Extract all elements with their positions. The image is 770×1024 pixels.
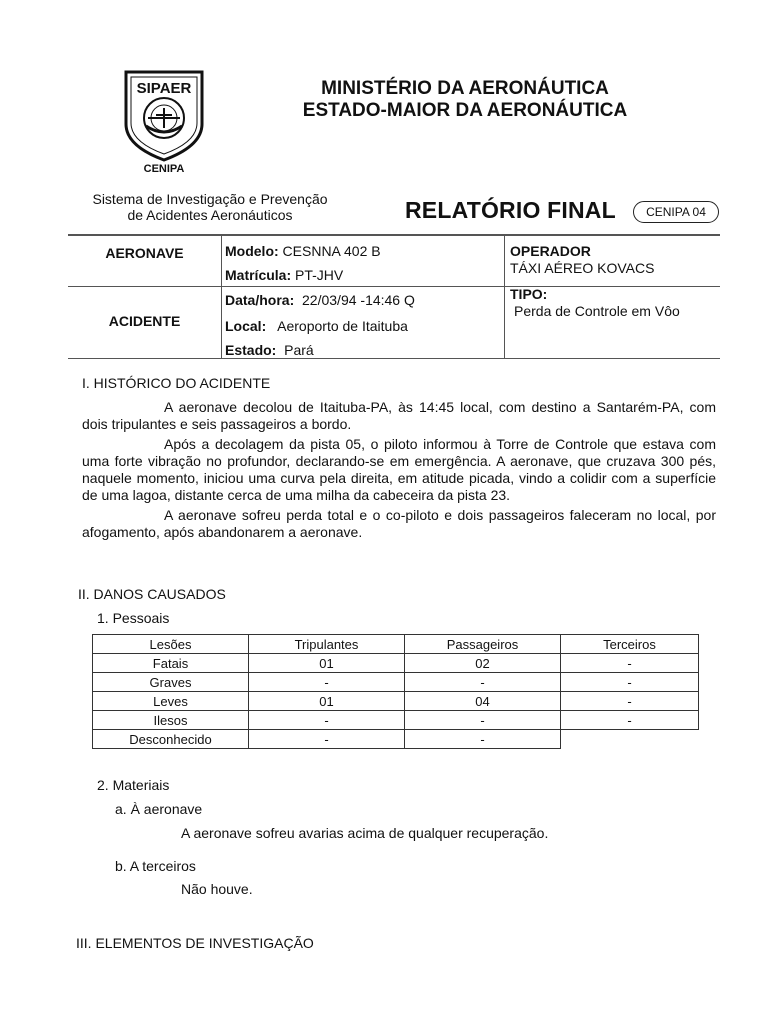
table-cell: Graves: [93, 673, 249, 692]
estado-label: Estado:: [225, 342, 277, 358]
info-top-rule: [68, 234, 720, 236]
table-row: [93, 730, 699, 749]
modelo-value: CESNNA 402 B: [282, 243, 381, 259]
table-cell: -: [405, 730, 561, 749]
historico-body: [82, 399, 716, 541]
table-cell: -: [405, 673, 561, 692]
system-line-1: Sistema de Investigação e Prevenção: [92, 191, 328, 207]
table-cell: 01: [249, 654, 405, 673]
modelo-row: [225, 243, 381, 259]
table-header-cell: Lesões: [93, 635, 249, 654]
table-row: [93, 692, 699, 711]
table-cell: -: [249, 711, 405, 730]
terceiros-subheading: b. A terceiros: [115, 858, 196, 874]
table-cell: -: [561, 711, 699, 730]
table-header-cell: Terceiros: [561, 635, 699, 654]
table-cell: -: [249, 730, 405, 749]
acidente-label: ACIDENTE: [108, 313, 181, 329]
tipo-label: TIPO:: [510, 286, 548, 302]
svg-text:SIPAER: SIPAER: [136, 80, 192, 97]
matricula-value: PT-JHV: [295, 267, 344, 283]
svg-text:CENIPA: CENIPA: [143, 163, 185, 175]
tipo-value: Perda de Controle em Vôo: [514, 303, 680, 319]
data-row: [225, 292, 415, 308]
table-header-row: [93, 635, 699, 654]
table-row: [93, 711, 699, 730]
staff-title: ESTADO-MAIOR DA AERONÁUTICA: [302, 100, 628, 121]
matricula-row: [225, 267, 343, 283]
table-cell: Fatais: [93, 654, 249, 673]
operador-value: TÁXI AÉREO KOVACS: [510, 260, 655, 276]
aeronave-subheading: a. À aeronave: [115, 801, 203, 817]
report-badge: CENIPA 04: [633, 201, 719, 223]
local-row: [225, 318, 408, 334]
pessoas-heading: 1. Pessoais: [97, 610, 170, 626]
table-cell: -: [405, 711, 561, 730]
info-middle-rule: [68, 286, 720, 287]
operador-label: OPERADOR: [510, 243, 591, 259]
aeronave-damage-text: A aeronave sofreu avarias acima de qualquer recuperação.: [181, 825, 549, 841]
table-cell: -: [249, 673, 405, 692]
historico-paragraph-1: A aeronave decolou de Itaituba-PA, às 14:45 local, com destino a Santarém-PA, com dois tripulantes e seis passageiros a bordo.: [82, 399, 716, 432]
table-cell: 01: [249, 692, 405, 711]
historico-paragraph-3: A aeronave sofreu perda total e o co-piloto e dois passageiros faleceram no local, por afogamento, após abandonarem a aeronave.: [82, 507, 716, 540]
table-cell: -: [561, 692, 699, 711]
table-cell: Leves: [93, 692, 249, 711]
info-divider-2: [504, 234, 505, 358]
historico-heading: I. HISTÓRICO DO ACIDENTE: [82, 375, 271, 391]
danos-heading: II. DANOS CAUSADOS: [78, 586, 226, 602]
elementos-heading: III. ELEMENTOS DE INVESTIGAÇÃO: [76, 935, 314, 951]
info-divider-1: [221, 234, 222, 358]
report-title: RELATÓRIO FINAL: [405, 197, 616, 223]
table-header-cell: Passageiros: [405, 635, 561, 654]
system-line-2: de Acidentes Aeronáuticos: [127, 207, 293, 223]
data-label: Data/hora:: [225, 292, 295, 308]
local-label: Local:: [225, 318, 267, 334]
danos-table: [92, 634, 699, 749]
table-row: [93, 673, 699, 692]
modelo-label: Modelo:: [225, 243, 279, 259]
table-header-cell: Tripulantes: [249, 635, 405, 654]
system-name: [70, 191, 350, 223]
table-cell: 04: [405, 692, 561, 711]
ministry-title: MINISTÉRIO DA AERONÁUTICA: [321, 78, 609, 99]
materiais-heading: 2. Materiais: [97, 777, 170, 793]
table-cell: Ilesos: [93, 711, 249, 730]
table-cell-empty: [561, 730, 699, 749]
terceiros-damage-text: Não houve.: [181, 881, 253, 897]
historico-paragraph-2: Após a decolagem da pista 05, o piloto informou à Torre de Controle que estava com uma forte vibração no profundor, declarando-se em emergência. A aeronave, que cruzava 300 pés, naquele momento, iniciou uma curva pela direita, em atitude picada, vindo a colidir com a superfície de uma lagoa, distante cerca de uma milha da cabeceira da pista 23.: [82, 436, 716, 503]
matricula-label: Matrícula:: [225, 267, 292, 283]
estado-row: [225, 342, 314, 358]
table-cell: -: [561, 673, 699, 692]
table-cell: -: [561, 654, 699, 673]
aeronave-label: AERONAVE: [105, 245, 184, 261]
table-cell: Desconhecido: [93, 730, 249, 749]
local-value: Aeroporto de Itaituba: [277, 318, 408, 334]
estado-value: Pará: [284, 342, 314, 358]
info-bottom-rule: [68, 358, 720, 359]
sipaer-logo: [118, 68, 210, 176]
table-cell: 02: [405, 654, 561, 673]
table-row: [93, 654, 699, 673]
data-value: 22/03/94 -14:46 Q: [302, 292, 415, 308]
